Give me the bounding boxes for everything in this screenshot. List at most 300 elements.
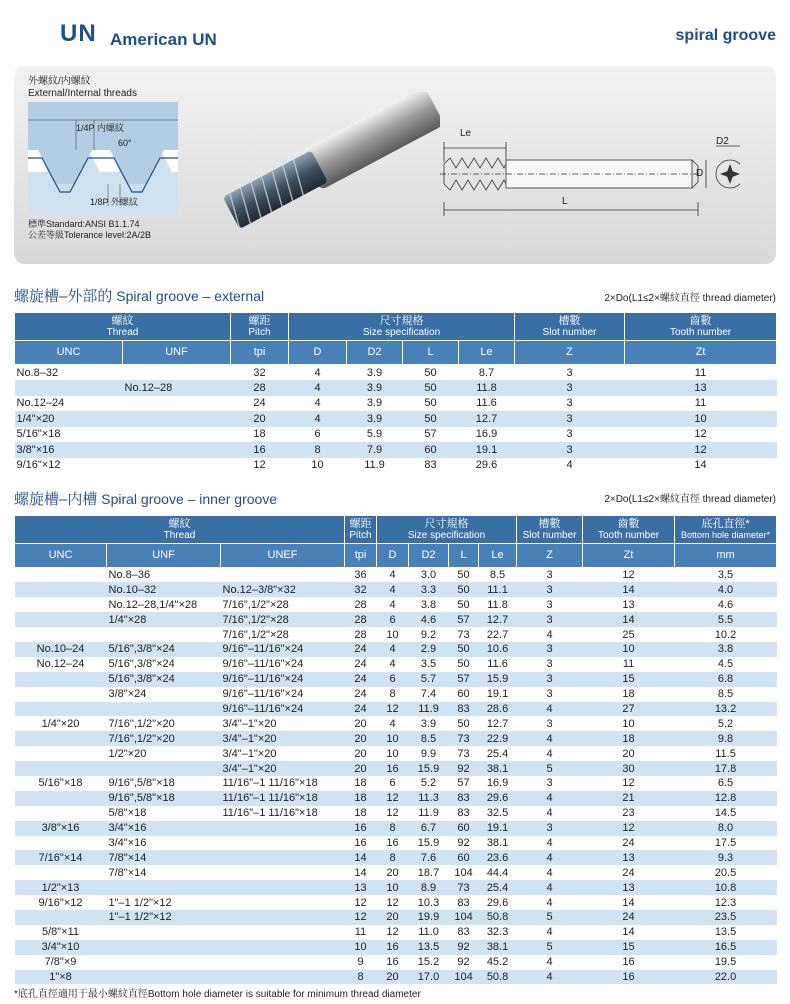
table-cell: 4 bbox=[546, 866, 553, 879]
table-cell: 16 bbox=[386, 836, 399, 849]
table-cell bbox=[221, 865, 345, 880]
table-cell: 7/16"×14 bbox=[15, 850, 107, 865]
table-cell: 3/4"–1"×20 bbox=[221, 761, 345, 776]
table-cell: 17.0 bbox=[409, 970, 449, 985]
table-cell: 92 bbox=[449, 761, 479, 776]
table-cell: 12 bbox=[345, 910, 377, 925]
table-cell: 15.9 bbox=[417, 836, 440, 849]
table-cell bbox=[15, 865, 107, 880]
table-cell bbox=[221, 925, 345, 940]
table-cell: 6 bbox=[377, 672, 409, 687]
section1-note: 2×Do(L1≤2×螺紋直徑 thread diameter) bbox=[604, 293, 776, 304]
table-cell: 50.8 bbox=[479, 970, 517, 985]
table-cell: 3.5 bbox=[717, 569, 734, 582]
series-code: UN bbox=[60, 20, 97, 47]
header-unef: UNEF bbox=[221, 544, 345, 568]
table-cell: 16.9 bbox=[475, 428, 498, 441]
section1-title bbox=[14, 285, 264, 306]
table-cell: 3 bbox=[566, 397, 573, 410]
table-cell: 8.0 bbox=[675, 821, 777, 836]
table-cell: 12 bbox=[622, 777, 635, 790]
table-cell: 3 bbox=[546, 658, 553, 671]
table-cell: 22.7 bbox=[486, 628, 509, 641]
table-cell: 3/4"–1"×20 bbox=[221, 731, 345, 746]
header-tooth: 齒數 Tooth number bbox=[625, 313, 777, 341]
table-row bbox=[15, 806, 777, 821]
table-cell: 9/16"–11/16"×24 bbox=[222, 658, 304, 671]
table-cell: 32.5 bbox=[486, 807, 509, 820]
table-cell: 18 bbox=[622, 688, 635, 701]
table-cell: 10 bbox=[386, 747, 399, 760]
table-cell: 28 bbox=[354, 628, 367, 641]
header-zt: Zt bbox=[625, 341, 777, 365]
header-tooth: 齒數 Tooth number bbox=[583, 516, 675, 544]
table-row bbox=[15, 910, 777, 925]
table-cell: No.8–32 bbox=[16, 366, 59, 379]
table-cell: 3 bbox=[546, 569, 553, 582]
table-cell bbox=[107, 955, 221, 970]
table-cell: 6.5 bbox=[717, 777, 734, 790]
table-cell: 16 bbox=[377, 940, 409, 955]
table-cell: 13 bbox=[583, 880, 675, 895]
table-cell: 3.8 bbox=[675, 642, 777, 657]
table-cell: 8 bbox=[377, 821, 409, 836]
table-cell: 10.8 bbox=[675, 880, 777, 895]
thread-caption-en: External/Internal threads bbox=[28, 88, 137, 99]
dim-l: L bbox=[562, 196, 568, 207]
table-cell: 23.5 bbox=[675, 910, 777, 925]
table-cell: 6.8 bbox=[675, 672, 777, 687]
table-cell: 104 bbox=[454, 866, 473, 879]
table-cell: 16 bbox=[377, 761, 409, 776]
table-cell: 17.8 bbox=[675, 761, 777, 776]
table-cell: 11.9 bbox=[409, 702, 449, 717]
table-cell bbox=[107, 940, 221, 955]
external-spec-table bbox=[14, 312, 777, 473]
table-row bbox=[15, 865, 777, 880]
table-cell bbox=[15, 597, 107, 612]
table-row bbox=[15, 821, 777, 836]
table-cell: 9.3 bbox=[675, 850, 777, 865]
table-cell: 24 bbox=[622, 836, 635, 849]
table-cell: 6 bbox=[389, 777, 396, 790]
table-row bbox=[15, 657, 777, 672]
table-cell: 83 bbox=[457, 896, 470, 909]
table-cell: 5.2 bbox=[420, 777, 437, 790]
table-cell: 29.6 bbox=[486, 896, 509, 909]
table-cell: No.8–36 bbox=[108, 569, 151, 582]
table-cell: 3/4"×10 bbox=[15, 940, 107, 955]
table-cell: 3 bbox=[515, 442, 625, 458]
table-cell: 1"×8 bbox=[15, 970, 107, 985]
table-row bbox=[15, 396, 777, 412]
table-cell: 12 bbox=[377, 702, 409, 717]
table-cell: 10 bbox=[386, 628, 399, 641]
table-cell: 8.5 bbox=[489, 569, 506, 582]
table-cell: 17.5 bbox=[714, 836, 737, 849]
table-cell: 12 bbox=[386, 896, 399, 909]
table-cell bbox=[15, 380, 123, 396]
table-cell: 3.8 bbox=[420, 598, 437, 611]
table-cell: 12.7 bbox=[479, 612, 517, 627]
table-cell bbox=[15, 836, 107, 851]
table-row bbox=[15, 925, 777, 940]
table-cell: 12.7 bbox=[486, 717, 509, 730]
table-cell: 28 bbox=[231, 380, 289, 396]
table-cell: 11.6 bbox=[476, 397, 497, 410]
table-cell: 5.5 bbox=[675, 612, 777, 627]
header-pitch: 螺距 Pitch bbox=[345, 516, 377, 544]
series-name: American UN bbox=[110, 30, 217, 49]
table-cell: 8 bbox=[377, 850, 409, 865]
table-cell: 7/8"×14 bbox=[107, 850, 221, 865]
section1-title-en: Spiral groove – external bbox=[116, 288, 265, 304]
table-cell: 4 bbox=[389, 658, 396, 671]
table-cell: 60 bbox=[449, 850, 479, 865]
table-row bbox=[15, 955, 777, 970]
table-cell bbox=[15, 687, 107, 702]
table-cell: 4 bbox=[289, 380, 347, 396]
table-cell: 9/16"–11/16"×24 bbox=[221, 672, 345, 687]
table-cell: 92 bbox=[457, 836, 470, 849]
table-cell: 1/2"×13 bbox=[15, 880, 107, 895]
series-type: spiral groove bbox=[675, 27, 776, 44]
table-cell: 73 bbox=[449, 880, 479, 895]
table-cell bbox=[107, 970, 221, 985]
table-cell: 12 bbox=[377, 791, 409, 806]
table-cell: 10.3 bbox=[417, 896, 440, 909]
table-cell: 60 bbox=[457, 688, 470, 701]
table-cell: 8.7 bbox=[478, 366, 495, 379]
table-cell: 24 bbox=[583, 910, 675, 925]
table-cell: 3.9 bbox=[366, 397, 383, 410]
table-cell: 50 bbox=[424, 366, 437, 379]
table-cell: 3/4"–1"×20 bbox=[222, 747, 277, 760]
table-cell: 22.9 bbox=[479, 731, 517, 746]
table-cell: 21 bbox=[583, 791, 675, 806]
table-cell: 5.9 bbox=[366, 428, 383, 441]
table-cell: 4 bbox=[546, 956, 553, 969]
table-cell: 16 bbox=[354, 836, 367, 849]
table-cell: 38.1 bbox=[479, 940, 517, 955]
table-row bbox=[15, 672, 777, 687]
table-cell: 14 bbox=[345, 850, 377, 865]
table-row bbox=[15, 880, 777, 895]
table-cell: 13.5 bbox=[714, 926, 737, 939]
table-cell: 5/16",3/8"×24 bbox=[108, 658, 175, 671]
table-cell: 7/8"×14 bbox=[108, 866, 147, 879]
table-row bbox=[15, 791, 777, 806]
table-cell: 7.4 bbox=[420, 688, 437, 701]
header-thread: 螺紋 Thread bbox=[15, 516, 345, 544]
table-cell: 3 bbox=[517, 582, 583, 597]
table-row bbox=[15, 612, 777, 627]
table-cell: No.12–24 bbox=[16, 397, 65, 410]
table-cell: 24 bbox=[253, 397, 266, 410]
table-cell: 13.5 bbox=[409, 940, 449, 955]
table-cell: 16 bbox=[622, 956, 635, 969]
table-cell: 10.2 bbox=[714, 628, 737, 641]
table-cell: No.12–28 bbox=[123, 380, 231, 396]
table-cell: 50 bbox=[449, 642, 479, 657]
table-cell: 3 bbox=[517, 672, 583, 687]
table-cell: 9/16"×12 bbox=[16, 459, 61, 472]
table-cell: 50 bbox=[403, 380, 459, 396]
table-cell: 4 bbox=[517, 970, 583, 985]
table-cell: 11.1 bbox=[479, 582, 517, 597]
table-cell: 4 bbox=[389, 569, 396, 582]
table-cell: 7.6 bbox=[409, 850, 449, 865]
thread-caption-cn: 外螺紋/内螺紋 bbox=[28, 76, 91, 87]
header-le: Le bbox=[459, 341, 515, 365]
table-cell: 4.0 bbox=[675, 582, 777, 597]
table-cell: 13 bbox=[625, 380, 777, 396]
table-cell: 3 bbox=[546, 717, 553, 730]
table-cell: 11 bbox=[694, 366, 707, 379]
table-cell bbox=[15, 761, 107, 776]
table-cell: 4 bbox=[389, 717, 396, 730]
header-zt: Zt bbox=[583, 544, 675, 568]
table-cell: 83 bbox=[457, 807, 470, 820]
table-cell: 3.0 bbox=[420, 569, 437, 582]
table-cell: 5 bbox=[517, 940, 583, 955]
table-row bbox=[15, 380, 777, 396]
table-cell: 18 bbox=[354, 777, 367, 790]
table-cell: 8 bbox=[389, 688, 396, 701]
table-cell: 5/8"×18 bbox=[108, 807, 147, 820]
table-row bbox=[15, 702, 777, 717]
table-cell bbox=[221, 836, 345, 851]
standard-text: 標準Standard:ANSI B1.1.74 bbox=[28, 219, 140, 229]
table-cell: 13 bbox=[583, 850, 675, 865]
table-cell: 11.5 bbox=[715, 747, 736, 760]
table-cell: 1"–1 1/2"×12 bbox=[108, 896, 172, 909]
table-cell: 11.6 bbox=[487, 658, 508, 671]
table-cell bbox=[123, 396, 231, 412]
table-cell bbox=[123, 411, 231, 427]
table-cell: 12 bbox=[386, 807, 399, 820]
table-cell: 38.1 bbox=[486, 836, 509, 849]
table-row bbox=[15, 850, 777, 865]
table-cell: 10 bbox=[377, 731, 409, 746]
table-cell: 4 bbox=[546, 628, 553, 641]
table-row bbox=[15, 597, 777, 612]
header-z: Z bbox=[515, 341, 625, 365]
table-cell: 20 bbox=[377, 910, 409, 925]
table-cell: 60 bbox=[449, 821, 479, 836]
table-cell: 8 bbox=[289, 442, 347, 458]
table-cell: 14 bbox=[583, 612, 675, 627]
table-cell bbox=[107, 702, 221, 717]
table-cell: 14 bbox=[622, 926, 635, 939]
table-cell: 73 bbox=[449, 731, 479, 746]
label-quarter-pitch: 1/4P 内螺紋 bbox=[76, 123, 124, 133]
table-cell: 12 bbox=[694, 428, 707, 441]
table-cell bbox=[123, 458, 231, 474]
header-unc: UNC bbox=[15, 341, 123, 365]
table-cell: 19.5 bbox=[714, 956, 737, 969]
table-cell: 12 bbox=[625, 442, 777, 458]
table-cell: 57 bbox=[424, 428, 437, 441]
table-cell: 7/16",1/2"×28 bbox=[222, 598, 289, 611]
label-thread-angle: 60° bbox=[118, 138, 132, 148]
table-cell: 29.6 bbox=[479, 791, 517, 806]
table-cell: 10 bbox=[311, 459, 324, 472]
table-cell: No.10–32 bbox=[107, 582, 221, 597]
table-cell: 28.6 bbox=[479, 702, 517, 717]
table-cell: 9.2 bbox=[420, 628, 437, 641]
table-cell: 12.3 bbox=[714, 896, 737, 909]
table-cell: 3 bbox=[517, 642, 583, 657]
table-cell: 23 bbox=[622, 807, 635, 820]
table-cell: 50 bbox=[449, 582, 479, 597]
table-cell: 50 bbox=[457, 658, 470, 671]
table-cell: 16 bbox=[386, 956, 399, 969]
table-cell: 18.7 bbox=[417, 866, 440, 879]
table-cell: 50.8 bbox=[479, 910, 517, 925]
table-cell: 50 bbox=[457, 569, 470, 582]
table-cell: 22.0 bbox=[675, 970, 777, 985]
table-cell: 10 bbox=[583, 642, 675, 657]
table-cell: 3.9 bbox=[366, 366, 383, 379]
table-cell: 19.9 bbox=[409, 910, 449, 925]
table-cell bbox=[107, 925, 221, 940]
table-cell: 11/16"–1 11/16"×18 bbox=[222, 807, 318, 820]
header-d: D bbox=[377, 544, 409, 568]
footnote: *底孔直徑適用于最小螺紋直徑Bottom hole diameter is suitable for minimum thread diameter bbox=[14, 989, 421, 1000]
table-cell: 1/2"×20 bbox=[108, 747, 147, 760]
table-row bbox=[15, 627, 777, 642]
table-cell: 11/16"–1 11/16"×18 bbox=[222, 777, 318, 790]
table-cell: 12 bbox=[622, 569, 635, 582]
product-illustration-panel bbox=[14, 66, 776, 264]
table-cell: 16 bbox=[231, 442, 289, 458]
table-cell: 20 bbox=[386, 866, 399, 879]
dim-d: D bbox=[696, 168, 704, 179]
table-cell: 3 bbox=[566, 428, 573, 441]
table-cell: 3 bbox=[546, 688, 553, 701]
table-row bbox=[15, 568, 777, 583]
table-cell bbox=[15, 582, 107, 597]
table-cell: 18 bbox=[354, 807, 367, 820]
table-cell: 29.6 bbox=[475, 459, 498, 472]
table-cell: 9/16"×12 bbox=[38, 896, 83, 909]
table-cell bbox=[221, 955, 345, 970]
table-cell: 50 bbox=[424, 397, 437, 410]
table-cell: 15 bbox=[583, 672, 675, 687]
table-cell: 5 bbox=[517, 910, 583, 925]
table-cell: 9/16"–11/16"×24 bbox=[221, 702, 345, 717]
table-cell: 2.9 bbox=[409, 642, 449, 657]
table-cell: 10 bbox=[345, 940, 377, 955]
table-cell: 57 bbox=[449, 612, 479, 627]
header-l: L bbox=[449, 544, 479, 568]
table-row bbox=[15, 940, 777, 955]
table-cell: 3/8"×16 bbox=[15, 821, 107, 836]
table-cell bbox=[123, 427, 231, 443]
table-cell: 16 bbox=[345, 821, 377, 836]
table-cell: 73 bbox=[457, 747, 470, 760]
table-cell: No.12–28,1/4"×28 bbox=[108, 598, 198, 611]
table-cell: 15.9 bbox=[479, 672, 517, 687]
table-cell: 10 bbox=[622, 717, 635, 730]
header-l: L bbox=[403, 341, 459, 365]
table-cell: No.12–24 bbox=[36, 658, 85, 671]
table-cell: 4.6 bbox=[409, 612, 449, 627]
table-row bbox=[15, 761, 777, 776]
table-cell: 25 bbox=[622, 628, 635, 641]
table-cell: 9/16",5/8"×18 bbox=[107, 791, 221, 806]
table-cell: 9.9 bbox=[420, 747, 437, 760]
table-cell bbox=[107, 627, 221, 642]
table-cell: 11/16"–1 11/16"×18 bbox=[221, 791, 345, 806]
header-hole: 底孔直徑* Bottom hole diameter* bbox=[675, 516, 777, 544]
table-cell: 20 bbox=[622, 747, 635, 760]
header-thread: 螺紋 Thread bbox=[15, 313, 231, 341]
table-row bbox=[15, 458, 777, 474]
table-cell: 30 bbox=[583, 761, 675, 776]
table-cell: 7/16",1/2"×28 bbox=[222, 628, 289, 641]
inner-spec-table bbox=[14, 515, 777, 984]
table-cell bbox=[221, 910, 345, 925]
dimension-drawing bbox=[440, 122, 740, 232]
table-cell: 18 bbox=[583, 731, 675, 746]
table-row bbox=[15, 746, 777, 761]
table-cell: 5/16"×18 bbox=[16, 428, 61, 441]
table-cell: 1/4"×20 bbox=[41, 717, 80, 730]
table-cell: 3.9 bbox=[420, 717, 437, 730]
table-cell bbox=[221, 568, 345, 583]
table-cell: 5 bbox=[517, 761, 583, 776]
table-row bbox=[15, 776, 777, 791]
table-cell: 24 bbox=[354, 658, 367, 671]
table-cell: 11 bbox=[694, 397, 707, 410]
table-cell: 12 bbox=[583, 821, 675, 836]
table-cell: 3.9 bbox=[347, 380, 403, 396]
table-cell: 3 bbox=[546, 598, 553, 611]
table-row bbox=[15, 716, 777, 731]
table-cell bbox=[15, 627, 107, 642]
table-cell: 14 bbox=[694, 459, 707, 472]
table-cell: 9 bbox=[357, 956, 364, 969]
table-cell: 3/8"×16 bbox=[15, 442, 123, 458]
table-cell: 8.5 bbox=[409, 731, 449, 746]
table-cell: 4 bbox=[389, 598, 396, 611]
table-cell: 4 bbox=[314, 397, 321, 410]
table-cell: 3.5 bbox=[420, 658, 437, 671]
table-cell: 50 bbox=[457, 717, 470, 730]
table-cell: 14 bbox=[583, 582, 675, 597]
table-row bbox=[15, 442, 777, 458]
table-cell: 9/16"–11/16"×24 bbox=[222, 688, 304, 701]
table-cell: 57 bbox=[449, 672, 479, 687]
table-cell: 32 bbox=[345, 582, 377, 597]
table-cell: 4 bbox=[546, 896, 553, 909]
tolerance-text: 公差等級Tolerance level:2A/2B bbox=[28, 230, 152, 240]
thread-mill-photo bbox=[200, 92, 440, 242]
table-cell: 57 bbox=[457, 777, 470, 790]
table-cell: 20 bbox=[231, 411, 289, 427]
table-cell: 4 bbox=[546, 747, 553, 760]
header-unc: UNC bbox=[15, 544, 107, 568]
table-cell bbox=[123, 365, 231, 381]
table-row bbox=[15, 365, 777, 381]
table-cell: 4 bbox=[546, 926, 553, 939]
table-cell: 6.7 bbox=[409, 821, 449, 836]
table-row bbox=[15, 687, 777, 702]
table-cell: 15 bbox=[583, 940, 675, 955]
table-cell: 3 bbox=[515, 411, 625, 427]
